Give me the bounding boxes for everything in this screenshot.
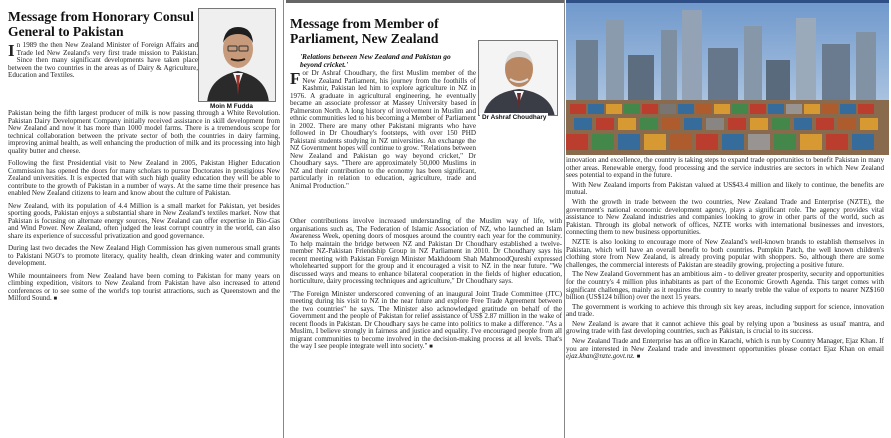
article-title: Message from Member of Parliament, New Zealand xyxy=(290,16,439,46)
paragraph: NZTE is also looking to encourage more of New Zealand's well-known brands to establish themselves in Pakistan, which will have an overall benefit to both countries. Pumpkin Patch, the well known children's clothing store from New Zealand, is already proving popular with shoppers. So, although there are some challenges, the commercial interests of Pakistan are steadily growing, projecting a positive future. xyxy=(566,237,884,269)
paragraph: With the growth in trade between the two countries, New Zealand Trade and Enterprise (NZTE), the government's national economic development agency, plays a significant role. The agency provides vital assistance to New Zealand industries and companies looking to grow in other parts of the world, such as Pakistan. Through its global network of offices, NZTE works with international businesses and investors, connecting them to new business opportunities. xyxy=(566,197,884,237)
skyline-illustration xyxy=(566,0,889,155)
paragraph: While mountaineers from New Zealand have been coming to Pakistan for many years on climbing expedition, visitors to New Zealand from Pakistan have also increased to attend conferences or to see some of the world's top tourist attractions, such as Queenstown and the Milford Sound. xyxy=(8,271,280,302)
article-body-cont xyxy=(290,218,562,357)
end-square-icon: ■ xyxy=(429,344,433,350)
paragraph: Following the first Presidential visit to New Zealand in 2005, Pakistan Higher Education Commission has opened the doors for many scholars to pursue Doctorates in prestigious New Zealand universities. It is expected that with such high quality education they will be able to contribute to the growth of Pakistan in a number of ways. At the same time their presence has enabled New Zealand citizens to learn and know about the culture of Pakistan. xyxy=(8,159,280,197)
end-square-icon: ■ xyxy=(636,354,641,361)
column-divider xyxy=(283,0,284,438)
email-link[interactable]: ejaz.khan@nzte.govt.nz. xyxy=(566,352,635,361)
paragraph: or Dr Ashraf Choudhary, the first Muslim member of the New Zealand Parliament, his journey from the foothills of Kashmir, Pakistan led him to explore agriculture in NZ in 1976. A graduate in agricultural engineering, he eventually became an associate professor at Massey University based in Palmerston North. A long history of involvement in Muslim and ethnic communities led to his becoming a Member of Parliament in 2002. There are many other Pakistani migrants who have followed in Dr Choudhary's footsteps, with over 150 PHD Pakistani students studying in NZ universities. An exchange the NZ Government hopes will continue to grow. "Relations between New Zealand and Pakistan go way beyond cricket," Dr Choudhary says. "There are approximately 50,000 Muslims in NZ and their contribution to the economy has been significant, particularly in relation to education, agriculture, trade and Animal Production." xyxy=(290,69,476,190)
column-divider xyxy=(564,0,565,438)
portrait-illustration xyxy=(199,9,276,102)
paragraph: New Zealand, with its population of 4.4 Million is a small market for Pakistan, yet besides sporting goods, Pakistan enjoys a substantial share in New Zealand's textiles market. Now that Pakistan is focusing on alternate energy sources, New Zealand can offer expertise in Bio-Gas and Wind Power. New Zealand, often judged the least corrupt country in the world, can also share its experience of successful privatization and good governance. xyxy=(8,201,280,240)
photo-caption: Moin M Fudda xyxy=(210,103,253,110)
portrait-illustration xyxy=(479,41,558,116)
paragraph: "The Foreign Minister underscored convening of an inaugural Joint Trade Committee (JTC) meeting during his visit to NZ in the near future and explore Free Trade Agreement between the two countries" he says. The Minister also acknowledged gratitude on behalf of the Government and the people of Pakistan for relief assistance of US$ 2.87 million in the wake of recent floods in Pakistan. Dr Choudhary says he came into politics to make a difference. "As a Muslim, I believe strongly in fairness and justice and equality. I've encouraged people from all migrant communities to become involved in the decision-making process at all levels. That's the way I see people integrate well into society." xyxy=(290,289,562,350)
article-title: Message from Honorary Consul General to Pakistan xyxy=(8,9,194,39)
article-body xyxy=(290,70,476,195)
top-rule xyxy=(286,0,564,3)
paragraph: New Zealand is aware that it cannot achieve this goal by relying upon a 'business as usual' mantra, and growing trade with fast developing countries, such as Pakistan, is crucial to its success. xyxy=(566,319,884,336)
article-body-cont xyxy=(8,110,280,309)
paragraph: Pakistan being the fifth largest producer of milk is now passing through a White Revolution. Pakistan Dairy Development Company initially received assistance in skill development from New Zealand and now it has more than 1000 model farms. There is a tremendous scope for technical collaboration between the private sector of both the countries in dairy farming, improving animal health, as well enhancing the production of milk and its processing into high quality butter and cheese. xyxy=(8,109,280,155)
photo-caption: Dr Ashraf Choudhary xyxy=(482,114,547,121)
drop-cap: I xyxy=(8,41,15,60)
paragraph: innovation and excellence, the country is taking steps to expand trade opportunities to benefit Pakistan in many other areas. Renewable energy, food processing and the service industries are sectors in which New Zealand sees potential to expand in the future. xyxy=(566,156,884,180)
paragraph: During last two decades the New Zealand High Commission has given numerous small grants to Pakistani NGO's to promote literacy, quality health, clean drinking water and community development. xyxy=(8,244,280,267)
portrait-photo-moin-fudda xyxy=(198,8,276,102)
top-rule xyxy=(566,0,889,3)
article-body xyxy=(566,157,884,364)
article-subhead: 'Relations between New Zealand and Pakistan go beyond cricket.' xyxy=(300,52,451,69)
paragraph: New Zealand Trade and Enterprise has an office in Karachi, which is run by Country Manager, Ejaz Khan. If you are interested in New Zealand trade and investment opportunities please contact Ejaz Khan on email xyxy=(566,337,884,353)
city-skyline-photo xyxy=(566,0,889,155)
paragraph: The New Zealand Government has an ambitious aim - to deliver greater prosperity, security and opportunities for the country's 4 million plus inhabitants as part of the Economic Growth Agenda. This target comes with significant challenges, mainly as it requires the country to nearly treble the value of exports to nearer NZ$160 billion (US$124 billion) over the next 15 years. xyxy=(566,270,884,302)
paragraph: The government is working to achieve this through six key areas, including support for science, innovation and trade. xyxy=(566,302,884,319)
paragraph: n 1989 the then New Zealand Minister of Foreign Affairs and Trade led New Zealand's very first trade mission to Pakistan. Since then many significant developments have taken place between the two countries in the areas as of Dairy & Agriculture, Education and Textiles. xyxy=(8,41,198,79)
portrait-photo-ashraf-choudhary xyxy=(478,40,558,116)
end-square-icon: ■ xyxy=(53,296,58,302)
paragraph: Other contributions involve increased understanding of the Muslim way of life, with organisations such as, The Federation of Islamic Association of NZ, who launched an Islam Awareness Week, opening doors of mosques around the country each year for the community. To help maintain the bridge between NZ and Pakistan Dr Choudhary established a twelve-member NZ-Pakistan Friendship Group in NZ Parliament in 2010. Dr Choudhary says his recent meeting with Pakistan Foreign Minister Makhdoom Shah MahmoodQureshi expressed wholehearted support for the group and it encouraged a visit to NZ in the near future. "We discussed ways and means to enhance bilateral cooperation in the fields of higher education, horticulture, dairy processing techniques and agriculture," Dr Choudhary says. xyxy=(290,217,562,285)
article-trade-continued xyxy=(566,0,889,438)
paragraph: With New Zealand imports from Pakistan valued at US$43.4 million and likely to continue, the benefits are mutual. xyxy=(566,180,884,197)
article-body xyxy=(8,42,198,82)
drop-cap: F xyxy=(290,69,301,88)
